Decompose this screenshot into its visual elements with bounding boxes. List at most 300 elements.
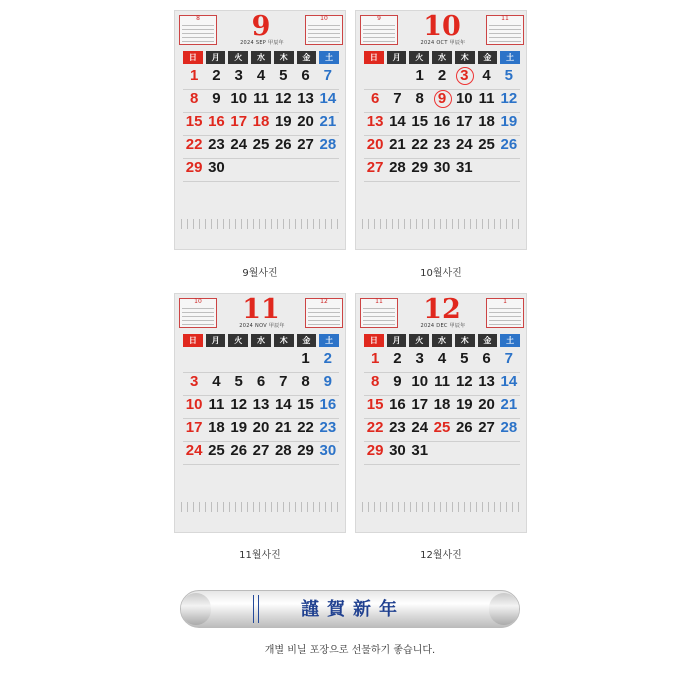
date-cell (317, 396, 339, 418)
date-cell (409, 159, 431, 181)
date-cell (272, 442, 294, 464)
date-cell (205, 159, 227, 181)
date-number: 9 (212, 90, 221, 107)
week-row (364, 113, 520, 136)
week-row (183, 136, 339, 159)
date-number: 28 (319, 136, 337, 153)
month-subtitle: 2024 NOV 甲辰年 (239, 323, 285, 329)
memo-strip (362, 502, 520, 512)
date-cell (250, 90, 272, 112)
date-cell (183, 350, 205, 372)
mini-calendar-month: 10 (194, 298, 202, 305)
date-cell (294, 113, 316, 135)
calendar-caption: 12월사진 (420, 550, 462, 561)
month-subtitle: 2024 DEC 甲辰年 (420, 323, 466, 329)
date-cell (364, 419, 386, 441)
weekday-header (364, 334, 520, 347)
week-row (364, 67, 520, 90)
date-number: 26 (230, 442, 248, 459)
date-number: 1 (189, 67, 199, 84)
date-cell (272, 67, 294, 89)
date-number: 14 (500, 373, 518, 390)
date-cell (364, 136, 386, 158)
date-cell (453, 159, 475, 181)
date-number: 7 (323, 67, 333, 84)
date-cell (228, 373, 250, 395)
tube-cap-left (181, 593, 211, 625)
date-number: 31 (411, 442, 429, 459)
date-cell (228, 419, 250, 441)
date-cell (272, 136, 294, 158)
mini-calendar-month: 11 (375, 298, 383, 305)
calendar-nov (174, 293, 346, 533)
date-number: 28 (389, 159, 406, 176)
week-row (183, 396, 339, 419)
date-number: 29 (366, 442, 384, 459)
date-cell (228, 67, 250, 89)
date-number: 20 (252, 419, 270, 436)
date-cell (183, 113, 205, 135)
date-cell (205, 67, 227, 89)
date-number: 27 (252, 442, 270, 459)
date-number: 13 (297, 90, 314, 107)
date-cell (409, 396, 431, 418)
date-number: 6 (370, 90, 380, 107)
date-cell (228, 442, 250, 464)
date-cell (475, 90, 497, 112)
date-number: 6 (482, 350, 491, 367)
weekday-label: 水 (251, 334, 271, 347)
date-cell (364, 350, 386, 372)
mini-calendar-grid (308, 308, 340, 325)
mini-calendar-grid (308, 25, 340, 42)
date-number: 1 (415, 67, 424, 84)
mini-calendar-grid (182, 308, 214, 325)
date-cell (183, 90, 205, 112)
date-number: 4 (482, 67, 491, 84)
mini-calendar-next (305, 298, 343, 328)
date-number: 8 (189, 90, 199, 107)
calendar-tube-image (180, 590, 520, 628)
date-cell (228, 113, 250, 135)
date-cell (498, 67, 520, 89)
week-row (183, 350, 339, 373)
date-number: 17 (185, 419, 203, 436)
date-cell (431, 67, 453, 89)
date-number: 13 (478, 373, 495, 390)
week-row (364, 442, 520, 465)
date-cell (431, 90, 453, 112)
date-cell (205, 113, 227, 135)
weekday-header (183, 51, 339, 64)
date-cell (386, 419, 408, 441)
date-number: 25 (433, 419, 451, 436)
mini-calendar-prev (360, 15, 398, 45)
date-cell (475, 67, 497, 89)
date-number: 29 (185, 159, 203, 176)
date-number: 16 (389, 396, 406, 413)
date-cell (409, 136, 431, 158)
date-cell (409, 373, 431, 395)
weekday-label: 木 (274, 51, 294, 64)
date-cell (453, 67, 475, 89)
month-number: 11 (242, 294, 280, 325)
date-number: 3 (234, 67, 243, 84)
month-subtitle: 2024 SEP 甲辰年 (240, 40, 284, 46)
date-number: 5 (504, 67, 514, 84)
date-number: 24 (185, 442, 203, 459)
date-number: 25 (478, 136, 495, 153)
date-number: 12 (274, 90, 292, 107)
date-number: 22 (411, 136, 429, 153)
week-row (364, 159, 520, 182)
date-number: 15 (185, 113, 203, 130)
holiday-circle (434, 90, 452, 108)
date-number: 15 (411, 113, 429, 130)
date-number: 18 (478, 113, 495, 130)
date-cell (453, 373, 475, 395)
date-cell (183, 373, 205, 395)
date-cell (364, 442, 386, 464)
date-number: 3 (189, 373, 199, 390)
date-cell (205, 90, 227, 112)
date-number: 13 (366, 113, 384, 130)
date-number: 29 (297, 442, 314, 459)
date-number: 21 (274, 419, 292, 436)
date-cell (498, 136, 520, 158)
date-number: 20 (297, 113, 314, 130)
date-number: 8 (370, 373, 380, 390)
date-cell (409, 442, 431, 464)
date-grid (183, 67, 339, 182)
date-number: 28 (500, 419, 518, 436)
date-number: 24 (411, 419, 429, 436)
date-cell (475, 350, 497, 372)
date-cell (453, 90, 475, 112)
mini-calendar-month: 10 (320, 15, 328, 22)
date-cell (183, 159, 205, 181)
date-cell (250, 159, 272, 181)
date-number: 4 (212, 373, 221, 390)
date-number: 1 (370, 350, 380, 367)
weekday-label: 月 (206, 51, 226, 64)
weekday-label: 土 (500, 51, 520, 64)
date-cell (272, 396, 294, 418)
weekday-label: 水 (251, 51, 271, 64)
date-cell (205, 350, 227, 372)
date-number: 7 (393, 90, 402, 107)
weekday-label: 日 (183, 51, 203, 64)
date-number: 25 (208, 442, 225, 459)
date-number: 18 (208, 419, 225, 436)
date-number: 19 (274, 113, 292, 130)
mini-calendar-next (486, 15, 524, 45)
date-cell (364, 373, 386, 395)
date-cell (250, 442, 272, 464)
date-cell (498, 113, 520, 135)
mini-calendar-next (305, 15, 343, 45)
date-number: 24 (230, 136, 248, 153)
date-cell (317, 350, 339, 372)
date-cell (317, 136, 339, 158)
date-cell (386, 136, 408, 158)
date-number: 23 (208, 136, 225, 153)
mini-calendar-month: 9 (377, 15, 381, 22)
weekday-label: 土 (319, 334, 339, 347)
weekday-label: 土 (500, 334, 520, 347)
date-cell (431, 373, 453, 395)
date-number: 10 (230, 90, 248, 107)
mini-calendar-next (486, 298, 524, 328)
date-number: 4 (256, 67, 266, 84)
mini-calendar-month: 11 (501, 15, 509, 22)
date-cell (386, 373, 408, 395)
date-grid (183, 350, 339, 465)
weekday-label: 金 (297, 51, 317, 64)
date-cell (431, 442, 453, 464)
mini-calendar-prev (360, 298, 398, 328)
memo-strip (181, 502, 339, 512)
calendar-caption: 11월사진 (239, 550, 281, 561)
date-cell (453, 396, 475, 418)
date-cell (250, 419, 272, 441)
date-cell (205, 373, 227, 395)
date-number: 16 (433, 113, 451, 130)
mini-calendar-month: 1 (503, 298, 507, 305)
date-number: 31 (455, 159, 473, 176)
mini-calendar-month: 8 (196, 15, 200, 22)
date-cell (317, 373, 339, 395)
week-row (183, 419, 339, 442)
date-number: 17 (230, 113, 248, 130)
date-number: 30 (319, 442, 337, 459)
date-cell (205, 396, 227, 418)
date-cell (294, 90, 316, 112)
date-number: 22 (366, 419, 384, 436)
date-cell (475, 396, 497, 418)
date-number: 8 (415, 90, 424, 107)
mini-calendar-prev (179, 298, 217, 328)
date-grid (364, 67, 520, 182)
weekday-label: 金 (297, 334, 317, 347)
mini-calendar-grid (363, 308, 395, 325)
weekday-label: 日 (183, 334, 203, 347)
week-row (364, 373, 520, 396)
date-number: 10 (455, 90, 473, 107)
date-cell (228, 159, 250, 181)
date-cell (250, 396, 272, 418)
date-cell (228, 90, 250, 112)
date-cell (183, 419, 205, 441)
tube-stripe (253, 595, 259, 623)
date-number: 27 (297, 136, 314, 153)
date-number: 5 (460, 350, 469, 367)
date-cell (294, 373, 316, 395)
week-row (183, 159, 339, 182)
date-cell (294, 442, 316, 464)
date-number: 22 (297, 419, 314, 436)
date-number: 6 (301, 67, 310, 84)
date-number: 16 (319, 396, 337, 413)
date-cell (386, 113, 408, 135)
memo-strip (181, 219, 339, 229)
date-number: 26 (500, 136, 518, 153)
date-number: 14 (274, 396, 292, 413)
calendar-dec (355, 293, 527, 533)
calendar-oct (355, 10, 527, 250)
date-grid (364, 350, 520, 465)
date-cell (250, 373, 272, 395)
week-row (364, 350, 520, 373)
date-number: 23 (433, 136, 451, 153)
date-cell (386, 442, 408, 464)
month-number: 10 (423, 11, 461, 42)
date-cell (364, 67, 386, 89)
date-number: 30 (433, 159, 451, 176)
mini-calendar-month: 12 (320, 298, 328, 305)
date-cell (250, 113, 272, 135)
week-row (364, 419, 520, 442)
date-cell (386, 67, 408, 89)
date-cell (498, 90, 520, 112)
date-cell (431, 159, 453, 181)
date-number: 15 (366, 396, 384, 413)
date-number: 9 (437, 90, 447, 107)
date-number: 2 (437, 67, 447, 84)
date-number: 3 (415, 350, 424, 367)
date-cell (317, 90, 339, 112)
date-cell (475, 373, 497, 395)
date-cell (183, 442, 205, 464)
tube-cap-right (489, 593, 519, 625)
date-cell (294, 136, 316, 158)
date-number: 9 (393, 373, 402, 390)
mini-calendar-grid (489, 308, 521, 325)
date-number: 12 (230, 396, 248, 413)
month-subtitle: 2024 OCT 甲辰年 (420, 40, 466, 46)
calendar-sep (174, 10, 346, 250)
date-cell (386, 396, 408, 418)
date-cell (498, 373, 520, 395)
date-number: 18 (433, 396, 451, 413)
date-number: 7 (504, 350, 514, 367)
date-cell (317, 113, 339, 135)
date-number: 11 (434, 373, 450, 390)
date-cell (364, 113, 386, 135)
date-number: 2 (393, 350, 402, 367)
date-cell (498, 419, 520, 441)
date-cell (498, 159, 520, 181)
date-number: 3 (460, 67, 469, 84)
date-number: 10 (411, 373, 429, 390)
date-number: 12 (500, 90, 518, 107)
weekday-label: 木 (455, 51, 475, 64)
date-cell (364, 159, 386, 181)
date-cell (272, 159, 294, 181)
date-number: 16 (208, 113, 225, 130)
week-row (183, 442, 339, 465)
date-number: 11 (478, 90, 495, 107)
date-number: 26 (274, 136, 292, 153)
date-number: 30 (208, 159, 225, 176)
date-number: 20 (366, 136, 384, 153)
date-cell (409, 67, 431, 89)
date-cell (409, 90, 431, 112)
date-number: 20 (478, 396, 495, 413)
date-number: 26 (455, 419, 473, 436)
weekday-label: 日 (364, 51, 384, 64)
week-row (183, 373, 339, 396)
date-cell (272, 350, 294, 372)
date-cell (228, 396, 250, 418)
date-cell (317, 442, 339, 464)
date-cell (272, 419, 294, 441)
mini-calendar-grid (363, 25, 395, 42)
date-number: 14 (389, 113, 406, 130)
date-cell (183, 136, 205, 158)
date-cell (431, 396, 453, 418)
date-cell (475, 159, 497, 181)
date-number: 8 (301, 373, 310, 390)
date-cell (409, 419, 431, 441)
date-number: 29 (411, 159, 429, 176)
date-number: 19 (455, 396, 473, 413)
weekday-label: 土 (319, 51, 339, 64)
date-number: 27 (478, 419, 495, 436)
date-number: 21 (319, 113, 337, 130)
date-number: 12 (455, 373, 473, 390)
week-row (364, 90, 520, 113)
date-cell (409, 113, 431, 135)
date-number: 24 (455, 136, 473, 153)
date-number: 13 (252, 396, 270, 413)
date-number: 5 (279, 67, 288, 84)
weekday-header (364, 51, 520, 64)
date-number: 18 (252, 113, 270, 130)
date-cell (475, 419, 497, 441)
weekday-label: 火 (228, 51, 248, 64)
date-cell (317, 159, 339, 181)
month-number: 12 (423, 294, 461, 325)
date-cell (364, 396, 386, 418)
date-number: 2 (212, 67, 221, 84)
weekday-label: 月 (206, 334, 226, 347)
date-cell (294, 350, 316, 372)
date-cell (317, 419, 339, 441)
date-cell (498, 442, 520, 464)
date-number: 25 (252, 136, 270, 153)
week-row (183, 67, 339, 90)
date-cell (294, 396, 316, 418)
mini-calendar-prev (179, 15, 217, 45)
date-cell (431, 419, 453, 441)
weekday-label: 火 (228, 334, 248, 347)
date-number: 11 (253, 90, 269, 107)
date-number: 15 (297, 396, 314, 413)
tube-label-text: 謹賀新年 (301, 599, 405, 620)
date-number: 17 (411, 396, 429, 413)
date-cell (183, 396, 205, 418)
date-number: 5 (234, 373, 243, 390)
date-cell (205, 419, 227, 441)
date-cell (294, 419, 316, 441)
weekday-header (183, 334, 339, 347)
week-row (364, 396, 520, 419)
weekday-label: 木 (455, 334, 475, 347)
date-number: 17 (455, 113, 473, 130)
weekday-label: 金 (478, 334, 498, 347)
tube-caption: 개별 비닐 포장으로 선물하기 좋습니다. (264, 645, 436, 656)
